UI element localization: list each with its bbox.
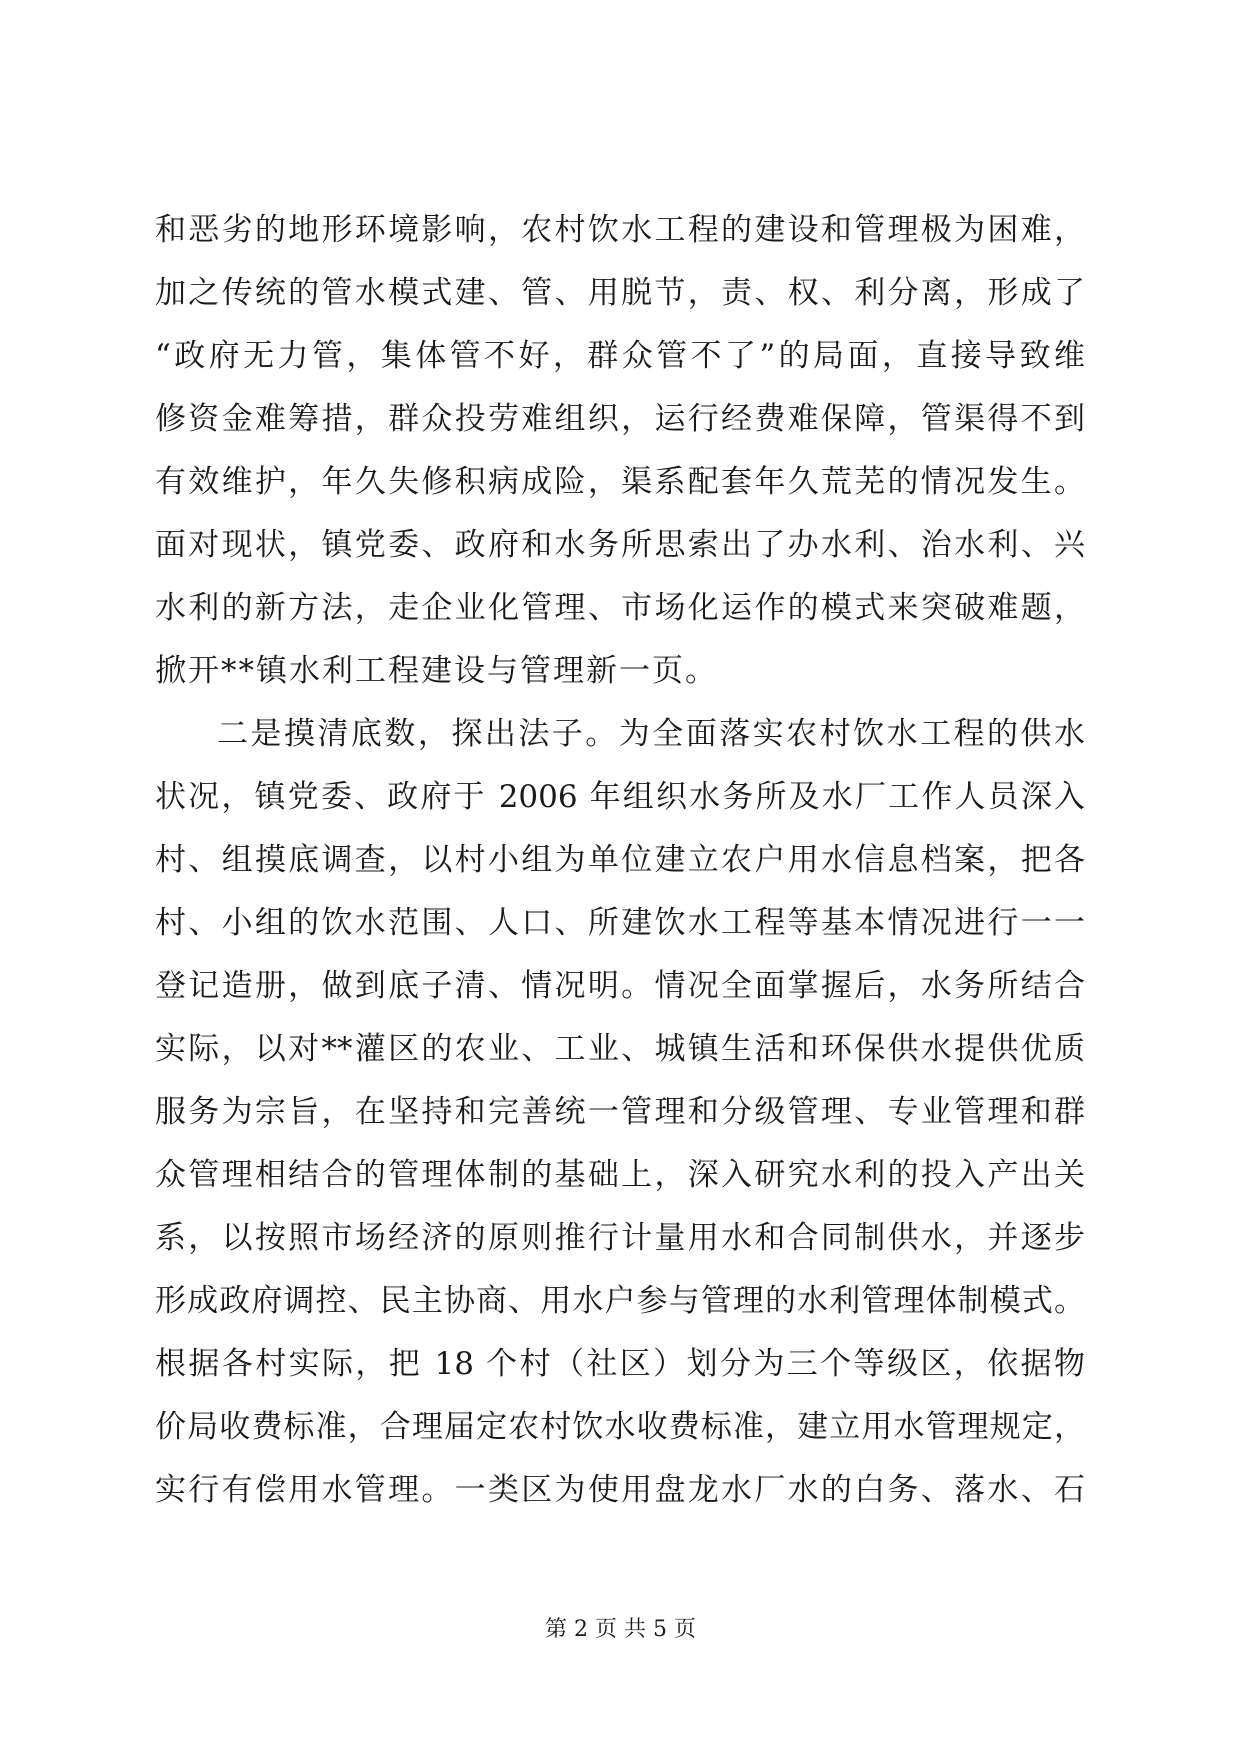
text-line: 登记造册，做到底子清、情况明。情况全面掌握后，水务所结合 [155,968,1085,1004]
text-line: 众管理相结合的管理体制的基础上，深入研究水利的投入产出关 [155,1157,1085,1193]
text-line: 价局收费标准，合理届定农村饮水收费标准，建立用水管理规定， [155,1409,1085,1445]
text-line: 系，以按照市场经济的原则推行计量用水和合同制供水，并逐步 [155,1220,1085,1256]
text-line: “政府无力管，集体管不好，群众管不了”的局面，直接导致维 [155,338,1085,374]
text-line: 实际，以对**灌区的农业、工业、城镇生活和环保供水提供优质 [155,1031,1085,1067]
text-line: 村、小组的饮水范围、人口、所建饮水工程等基本情况进行一一 [155,905,1085,941]
text-line: 修资金难筹措，群众投劳难组织，运行经费难保障，管渠得不到 [155,401,1085,437]
page-number-footer: 第 2 页 共 5 页 [545,1617,696,1642]
text-line: 有效维护，年久失修积病成险，渠系配套年久荒芜的情况发生。 [155,464,1085,500]
text-line: 服务为宗旨，在坚持和完善统一管理和分级管理、专业管理和群 [155,1094,1085,1130]
text-line: 实行有偿用水管理。一类区为使用盘龙水厂水的白务、落水、石 [155,1472,1085,1508]
paragraph-start-line: 二是摸清底数，探出法子。为全面落实农村饮水工程的供水 [217,716,1085,752]
text-line: 水利的新方法，走企业化管理、市场化运作的模式来突破难题， [155,590,1085,626]
text-line: 村、组摸底调查，以村小组为单位建立农户用水信息档案，把各 [155,842,1085,878]
text-line: 根据各村实际，把 18 个村（社区）划分为三个等级区，依据物 [155,1346,1085,1382]
text-line: 状况，镇党委、政府于 2006 年组织水务所及水厂工作人员深入 [155,779,1085,815]
text-line: 和恶劣的地形环境影响，农村饮水工程的建设和管理极为困难， [155,212,1085,248]
text-line: 加之传统的管水模式建、管、用脱节，责、权、利分离，形成了 [155,275,1085,311]
text-line: 形成政府调控、民主协商、用水户参与管理的水利管理体制模式。 [155,1283,1085,1319]
text-line: 面对现状，镇党委、政府和水务所思索出了办水利、治水利、兴 [155,527,1085,563]
text-line: 掀开**镇水利工程建设与管理新一页。 [155,653,718,689]
